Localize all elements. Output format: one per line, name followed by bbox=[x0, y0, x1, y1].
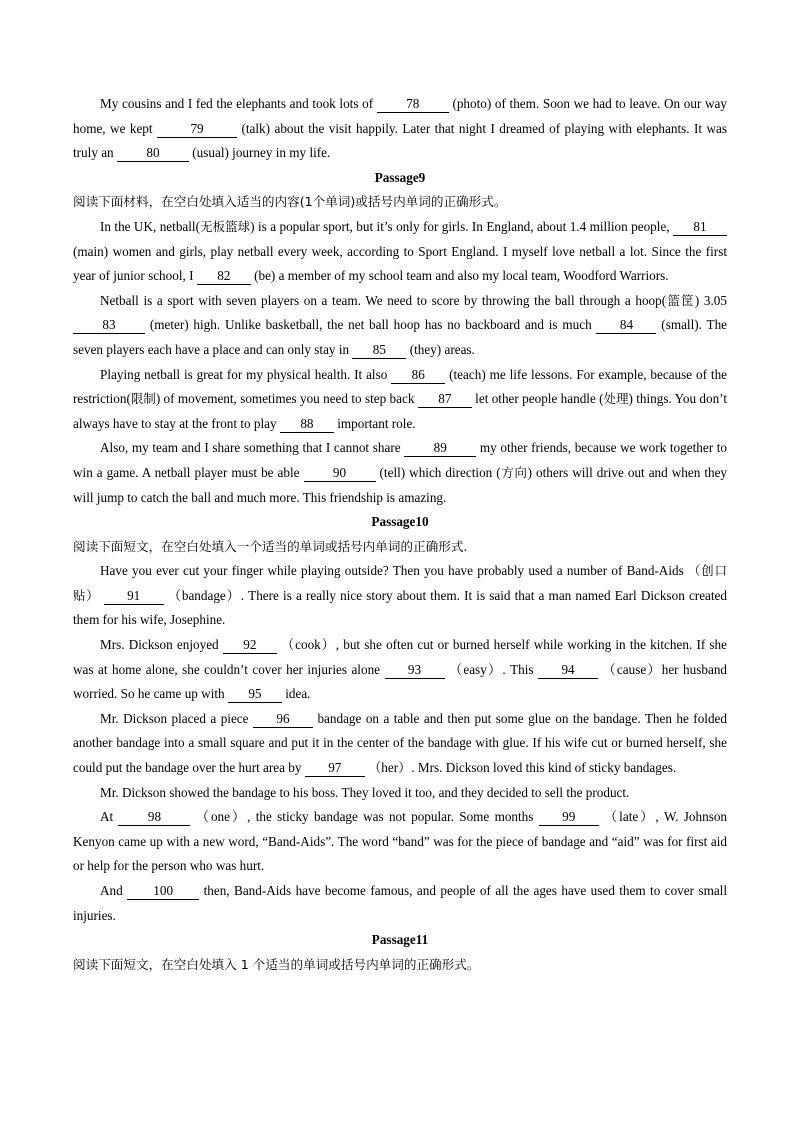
blank-80[interactable]: 80 bbox=[117, 145, 189, 162]
passage9-paragraph-3: Playing netball is great for my physical health. It also 86 (teach) me life lessons. For example, because of the restriction(限制) of movement, sometimes you need to step back 87 let other people handle (处理) things. You don’t always have to stay at the front to play 88 important role. bbox=[73, 366, 728, 431]
blank-82[interactable]: 82 bbox=[197, 268, 251, 285]
passage10-paragraph-1: Have you ever cut your finger while playing outside? Then you have probably used a number of Band-Aids （创口贴） 91 （bandage）. There is a really nice story about them. It is said that a man named Earl Dickson created them for his wife, Josephine. bbox=[73, 563, 728, 628]
passage9-paragraph-4: Also, my team and I share something that I cannot share 89 my other friends, because we work together to win a game. A netball player must be able 90 (tell) which direction (方向) others will drive out and when they will jump to catch the ball and much more. This friendship is amazing. bbox=[73, 440, 728, 505]
blank-95[interactable]: 95 bbox=[228, 686, 282, 703]
passage10-paragraph-6: And 100 then, Band-Aids have become famous, and people of all the ages have used them to cover small injuries. bbox=[73, 883, 728, 923]
blank-90[interactable]: 90 bbox=[304, 465, 376, 482]
blank-93[interactable]: 93 bbox=[385, 662, 445, 679]
passage10-instruction: 阅读下面短文，在空白处填入一个适当的单词或括号内单词的正确形式. bbox=[73, 538, 468, 554]
blank-81[interactable]: 81 bbox=[673, 219, 727, 236]
blank-79[interactable]: 79 bbox=[157, 121, 237, 138]
passage10-title: Passage10 bbox=[371, 514, 429, 530]
blank-85[interactable]: 85 bbox=[352, 342, 406, 359]
blank-87[interactable]: 87 bbox=[418, 391, 472, 408]
passage9-instruction: 阅读下面材料，在空白处填入适当的内容(1个单词)或括号内单词的正确形式。 bbox=[73, 194, 507, 210]
worksheet-page bbox=[73, 92, 727, 977]
blank-97[interactable]: 97 bbox=[305, 760, 365, 777]
passage11-instruction: 阅读下面短文，在空白处填入 1 个适当的单词或括号内单词的正确形式。 bbox=[73, 956, 480, 972]
blank-98[interactable]: 98 bbox=[118, 809, 190, 826]
blank-94[interactable]: 94 bbox=[538, 662, 598, 679]
blank-99[interactable]: 99 bbox=[539, 809, 599, 826]
blank-92[interactable]: 92 bbox=[223, 637, 277, 654]
blank-89[interactable]: 89 bbox=[404, 440, 476, 457]
passage10-paragraph-5: At 98 （one）, the sticky bandage was not popular. Some months 99 （late）, W. Johnson Kenyon came up with a new word, “Band-Aids”. The word “band” was for the piece of bandage and “aid” was for first aid or help for the person who was hurt. bbox=[73, 809, 728, 874]
blank-83[interactable]: 83 bbox=[73, 317, 145, 334]
passage8-ending: My cousins and I fed the elephants and took lots of 78 (photo) of them. Soon we had to leave. On our way home, we kept 79 (talk) about the visit happily. Later that night I dreamed of playing with elephants. It was truly an 80 (usual) journey in my life. bbox=[73, 96, 728, 161]
blank-96[interactable]: 96 bbox=[253, 711, 313, 728]
blank-100[interactable]: 100 bbox=[127, 883, 199, 900]
passage11-title: Passage11 bbox=[371, 932, 429, 948]
passage9-paragraph-2: Netball is a sport with seven players on a team. We need to score by throwing the ball through a hoop(篮筐) 3.05 83 (meter) high. Unlike basketball, the net ball hoop has no backboard and is much 84 (small). The seven players each have a place and can only stay in 85 (they) areas. bbox=[73, 292, 728, 357]
blank-84[interactable]: 84 bbox=[596, 317, 656, 334]
blank-88[interactable]: 88 bbox=[280, 416, 334, 433]
blank-91[interactable]: 91 bbox=[104, 588, 164, 605]
blank-78[interactable]: 78 bbox=[377, 96, 449, 113]
blank-86[interactable]: 86 bbox=[391, 367, 445, 384]
passage10-paragraph-2: Mrs. Dickson enjoyed 92 （cook）, but she often cut or burned herself while working in the kitchen. If she was at home alone, she couldn’t cover her injuries alone 93 （easy）. This 94 （cause）her husband worried. So he came up with 95 idea. bbox=[73, 637, 728, 702]
passage9-paragraph-1: In the UK, netball(无板篮球) is a popular sport, but it’s only for girls. In England, about 1.4 million people, 81 (main) women and girls, play netball every week, according to Sport England. I myself love netball a lot. Since the first year of junior school, I 82 (be) a member of my school team and also my local team, Woodford Warriors. bbox=[73, 218, 727, 284]
passage10-paragraph-3: Mr. Dickson placed a piece 96 bandage on a table and then put some glue on the bandage. Then he folded another bandage into a small square and put it in the center of the bandage with glue. If his wife cut or burned herself, she could put the bandage over the hurt area by 97 （her）. Mrs. Dickson loved this kind of sticky bandages. bbox=[73, 710, 727, 776]
passage9-title: Passage9 bbox=[374, 169, 426, 185]
passage10-paragraph-4: Mr. Dickson showed the bandage to his boss. They loved it too, and they decided to sell the product. bbox=[100, 784, 630, 800]
